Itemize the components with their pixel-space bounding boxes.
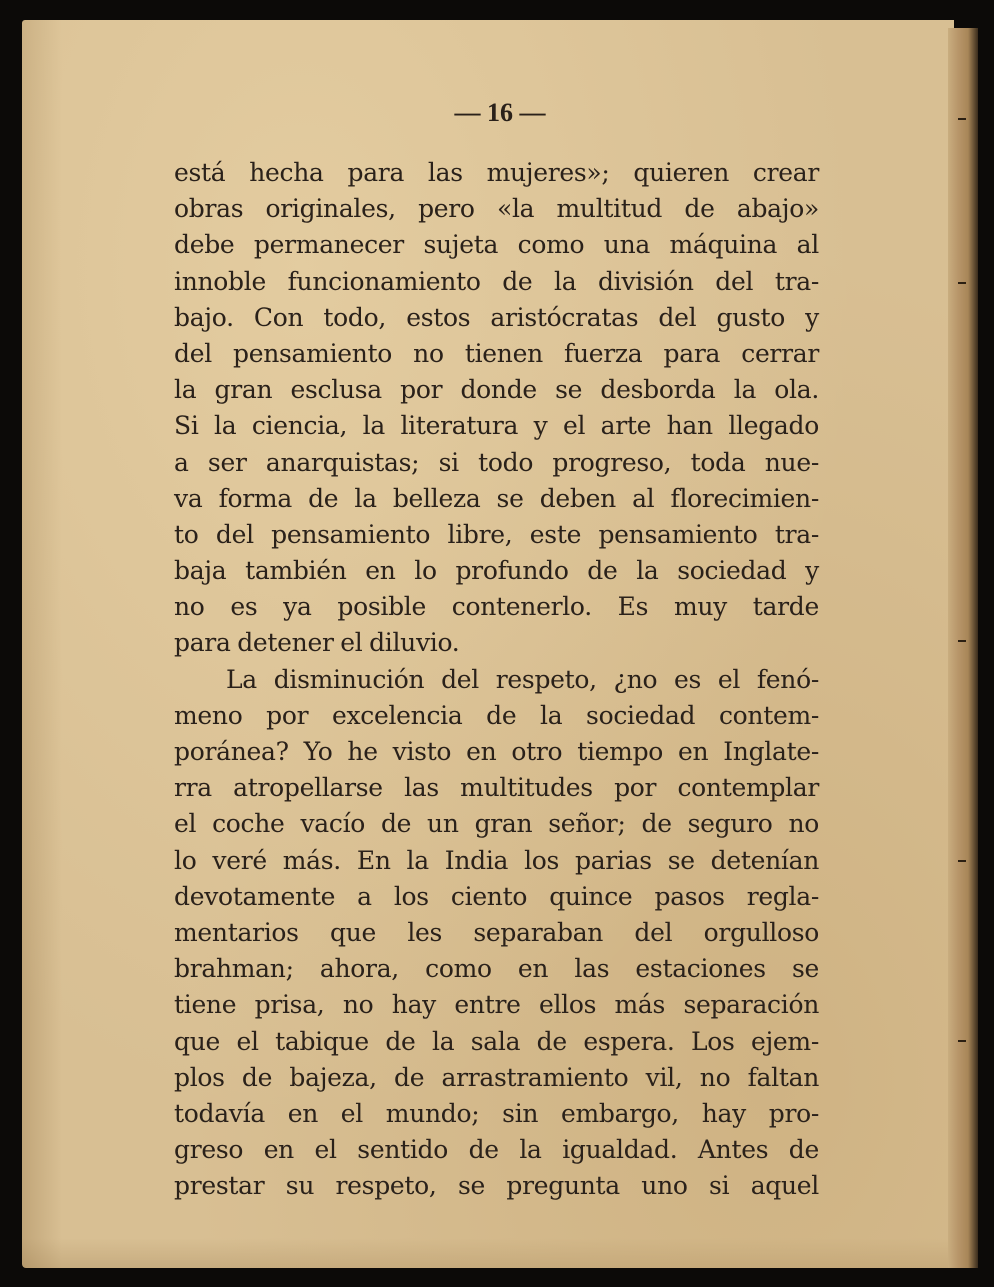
text-line: para detener el diluvio. [174,628,460,658]
text-line: todavía en el mundo; sin embargo, hay pro- [174,1098,819,1128]
text-line: del pensamiento no tienen fuerza para cerrar [174,338,819,368]
text-line: plos de bajeza, de arrastramiento vil, no faltan [174,1062,819,1092]
binding-stitch [958,282,966,284]
book-spine [948,28,978,1268]
text-line: obras originales, pero «la multitud de abajo» [174,194,819,224]
text-line: lo veré más. En la India los parias se detenían [174,845,819,875]
text-line: el coche vacío de un gran señor; de seguro no [174,809,819,839]
text-line: La disminución del respeto, ¿no es el fenó- [226,664,819,694]
text-line: innoble funcionamiento de la división del tra- [174,266,819,296]
text-line: bajo. Con todo, estos aristócratas del gusto y [174,302,819,332]
text-line: va forma de la belleza se deben al florecimien- [174,483,819,513]
text-line: greso en el sentido de la igualdad. Antes de [174,1135,819,1165]
text-line: baja también en lo profundo de la sociedad y [174,556,819,586]
text-line: que el tabique de la sala de espera. Los ejem- [174,1026,819,1056]
binding-stitch [958,640,966,642]
body-text [174,155,819,1204]
text-line: tiene prisa, no hay entre ellos más separación [174,990,819,1020]
page-number: — 16 — [454,98,546,127]
binding-stitch [958,860,966,862]
text-line: Si la ciencia, la literatura y el arte han llegado [174,411,819,441]
text-line: está hecha para las mujeres»; quieren crear [174,158,819,187]
text-line: no es ya posible contenerlo. Es muy tarde [174,592,819,622]
text-line: prestar su respeto, se pregunta uno si aquel [174,1171,819,1201]
binding-stitch [958,1040,966,1042]
text-line: debe permanecer sujeta como una máquina al [174,230,819,260]
text-line: brahman; ahora, como en las estaciones se [174,954,819,984]
text-line: mentarios que les separaban del orgulloso [174,917,819,947]
text-line: la gran esclusa por donde se desborda la ola. [174,375,819,405]
binding-stitch [958,118,966,120]
text-line: a ser anarquistas; si todo progreso, toda nue- [174,447,819,477]
text-line: meno por excelencia de la sociedad contem- [174,700,819,730]
text-line: to del pensamiento libre, este pensamiento tra- [174,519,819,549]
text-line: rra atropellarse las multitudes por contemplar [174,773,819,803]
text-line: poránea? Yo he visto en otro tiempo en Inglate- [174,737,819,766]
text-line: devotamente a los ciento quince pasos regla- [174,881,819,911]
